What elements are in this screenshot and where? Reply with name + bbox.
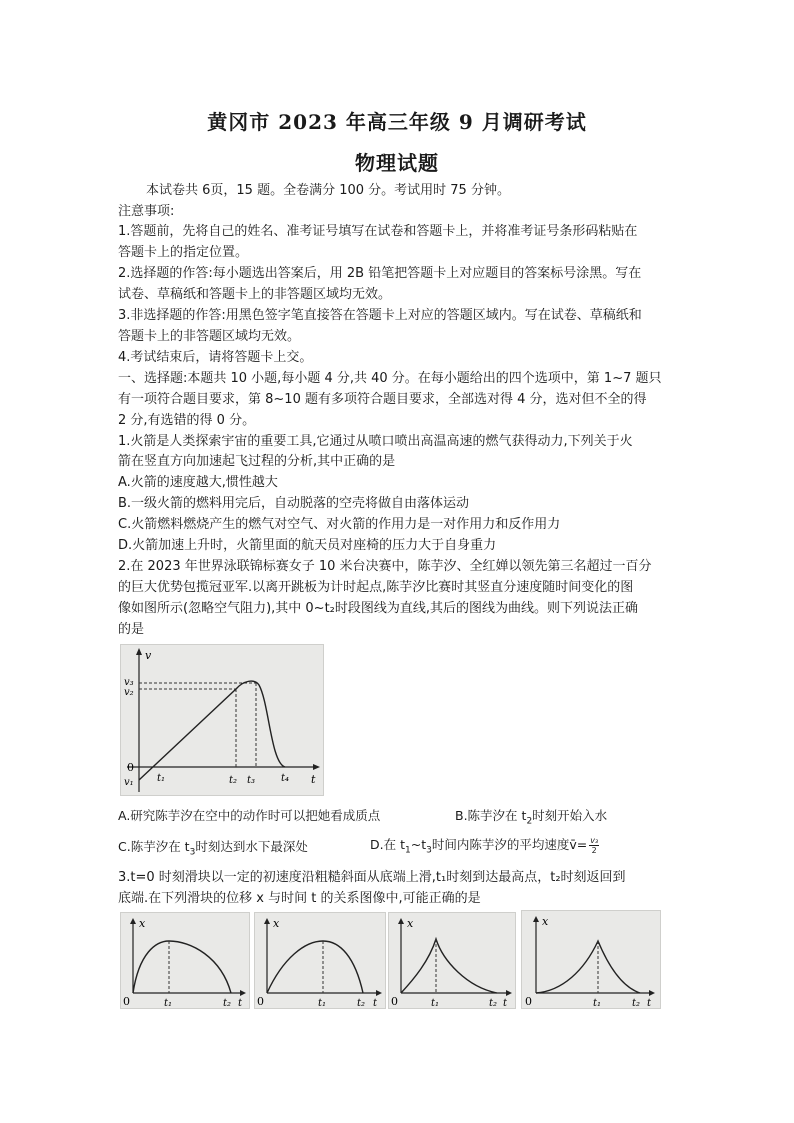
v2-label: v₂ — [124, 687, 134, 698]
q2-stem: 像如图所示(忽略空气阻力),其中 0~t₂时段图线为直线,其后的图线为曲线。则下列说法正确 — [118, 601, 639, 616]
t1-label: t₁ — [318, 998, 327, 1008]
displacement-curve — [267, 941, 363, 993]
y-axis-label: x — [407, 917, 414, 930]
q3-graph-a-svg — [121, 913, 249, 1008]
q2-option-c — [118, 838, 308, 862]
q3-graph-c — [388, 912, 516, 1009]
x-axis-arrow — [506, 990, 512, 996]
notice-line: 答题卡上的指定位置。 — [118, 245, 249, 260]
q1-option-a: A.火箭的速度越大,惯性越大 — [118, 475, 278, 490]
q3-stem: 底端.在下列滑块的位移 x 与时间 t 的关系图像中,可能正确的是 — [118, 891, 481, 906]
q3-graph-a — [120, 912, 250, 1009]
origin-label: 0 — [127, 761, 134, 774]
t2-label: t₂ — [489, 998, 498, 1008]
t3-label: t₃ — [247, 775, 256, 786]
x-axis-label: t — [311, 773, 316, 786]
fraction-denominator: 2 — [591, 846, 597, 855]
q2-option-c-pre: C.陈芋汐在 t — [118, 839, 190, 854]
x-axis-arrow — [376, 990, 382, 996]
y-axis-label: v — [145, 649, 152, 662]
q1-option-c: C.火箭燃料燃烧产生的燃气对空气、对火箭的作用力是一对作用力和反作用力 — [118, 517, 561, 532]
q2-option-d-post: 时间内陈芋汐的平均速度v̄= — [431, 837, 588, 852]
origin-label: 0 — [257, 995, 264, 1008]
q2-option-a: A.研究陈芋汐在空中的动作时可以把她看成质点 — [118, 808, 381, 823]
section-line: 一、选择题:本题共 10 小题,每小题 4 分,共 40 分。在每小题给出的四个选项中，第 1~7 题只 — [118, 371, 662, 386]
notice-line: 2.选择题的作答:每小题选出答案后，用 2B 铅笔把答题卡上对应题目的答案标号涂黑。写在 — [118, 266, 642, 281]
q1-option-b: B.一级火箭的燃料用完后，自动脱落的空壳将做自由落体运动 — [118, 496, 470, 511]
v3-label: v₃ — [124, 677, 134, 688]
x-axis-label: t — [373, 998, 378, 1008]
velocity-curve — [139, 681, 285, 780]
exam-title: 黄冈市 2023 年高三年级 9 月调研考试 — [207, 110, 587, 134]
x-axis-label: t — [503, 998, 508, 1008]
q2-option-d-pre: D.在 t — [370, 837, 405, 852]
notice-line: 答题卡上的非答题区域均无效。 — [118, 329, 301, 344]
q2-option-d — [370, 836, 599, 860]
y-axis-label: x — [273, 917, 280, 930]
displacement-curve — [133, 941, 231, 993]
t1-label: t₁ — [164, 998, 173, 1008]
q3-stem: 3.t=0 时刻滑块以一定的初速度沿粗糙斜面从底端上滑,t₁时刻到达最高点，t₂时刻返回到 — [118, 870, 626, 885]
q2-option-d-fraction — [589, 836, 599, 855]
section-line: 有一项符合题目要求，第 8~10 题有多项符合题目要求，全部选对得 4 分，选对但不全的得 — [118, 392, 647, 407]
y-axis-label: x — [139, 917, 146, 930]
y-axis-arrow — [130, 918, 136, 924]
notice-heading: 注意事项: — [118, 204, 175, 219]
t4-label: t₄ — [281, 773, 290, 784]
section-line: 2 分,有选错的得 0 分。 — [118, 413, 256, 428]
x-axis-arrow — [313, 764, 320, 770]
q2-option-d-sub2: 3 — [426, 845, 432, 856]
q2-option-b — [455, 807, 607, 831]
q2-vt-graph — [120, 644, 324, 796]
q1-stem: 箭在竖直方向加速起飞过程的分析,其中正确的是 — [118, 454, 396, 469]
q2-option-b-pre: B.陈芋汐在 t — [455, 808, 527, 823]
notice-line: 3.非选择题的作答:用黑色签字笔直接答在答题卡上对应的答题区域内。写在试卷、草稿纸和 — [118, 308, 642, 323]
q2-option-c-sub: 3 — [189, 847, 196, 858]
q3-graph-b — [254, 912, 386, 1009]
x-axis-label: t — [647, 998, 652, 1008]
v1-label: v₁ — [124, 777, 134, 788]
origin-label: 0 — [123, 995, 130, 1008]
t1-label: t₁ — [593, 998, 602, 1008]
exam-subtitle: 物理试题 — [355, 151, 439, 175]
q1-option-d: D.火箭加速上升时，火箭里面的航天员对座椅的压力大于自身重力 — [118, 538, 497, 553]
y-axis-arrow — [398, 918, 404, 924]
q3-graph-b-svg — [255, 913, 385, 1008]
q2-option-b-sub: 2 — [526, 816, 533, 827]
t2-label: t₂ — [223, 998, 232, 1008]
notice-line: 1.答题前，先将自己的姓名、准考证号填写在试卷和答题卡上，并将准考证号条形码粘贴在 — [118, 224, 638, 239]
y-axis-arrow — [264, 918, 270, 924]
fraction-numerator: v₃ — [590, 836, 599, 845]
notice-line: 试卷、草稿纸和答题卡上的非答题区域均无效。 — [118, 287, 392, 302]
q2-option-d-mid: ~t — [410, 837, 427, 852]
y-axis-label: x — [542, 915, 549, 928]
x-axis-label: t — [238, 998, 243, 1008]
x-axis-arrow — [240, 990, 246, 996]
q2-stem: 2.在 2023 年世界泳联锦标赛女子 10 米台决赛中，陈芋汐、全红婵以领先第三名超过一百分 — [118, 559, 652, 574]
t2-label: t₂ — [357, 998, 366, 1008]
notice-line: 4.考试结束后，请将答题卡上交。 — [118, 350, 313, 365]
q2-option-b-post: 时刻开始入水 — [532, 808, 608, 823]
q3-graph-d — [521, 910, 661, 1009]
q2-option-d-sub1: 1 — [404, 845, 411, 856]
q2-stem: 的是 — [118, 622, 145, 637]
q2-vt-graph-svg — [121, 645, 323, 795]
t1-label: t₁ — [431, 998, 440, 1008]
origin-label: 0 — [525, 995, 532, 1008]
q2-stem: 的巨大优势包揽冠亚军.以离开跳板为计时起点,陈芋汐比赛时其竖直分速度随时间变化的图 — [118, 580, 634, 595]
intro-text: 本试卷共 6页，15 题。全卷满分 100 分。考试用时 75 分钟。 — [146, 183, 510, 198]
q3-graph-d-svg — [522, 911, 660, 1008]
q1-stem: 1.火箭是人类探索宇宙的重要工具,它通过从喷口喷出高温高速的燃气获得动力,下列关于火 — [118, 434, 633, 449]
q2-option-c-post: 时刻达到水下最深处 — [195, 839, 308, 854]
q3-graph-c-svg — [389, 913, 515, 1008]
x-axis-arrow — [649, 990, 655, 996]
displacement-curve — [401, 939, 497, 993]
t2-label: t₂ — [229, 775, 238, 786]
y-axis-arrow — [136, 648, 142, 655]
t1-label: t₁ — [157, 773, 166, 784]
origin-label: 0 — [391, 995, 398, 1008]
t2-label: t₂ — [632, 998, 641, 1008]
displacement-curve — [536, 941, 640, 993]
y-axis-arrow — [533, 916, 539, 922]
